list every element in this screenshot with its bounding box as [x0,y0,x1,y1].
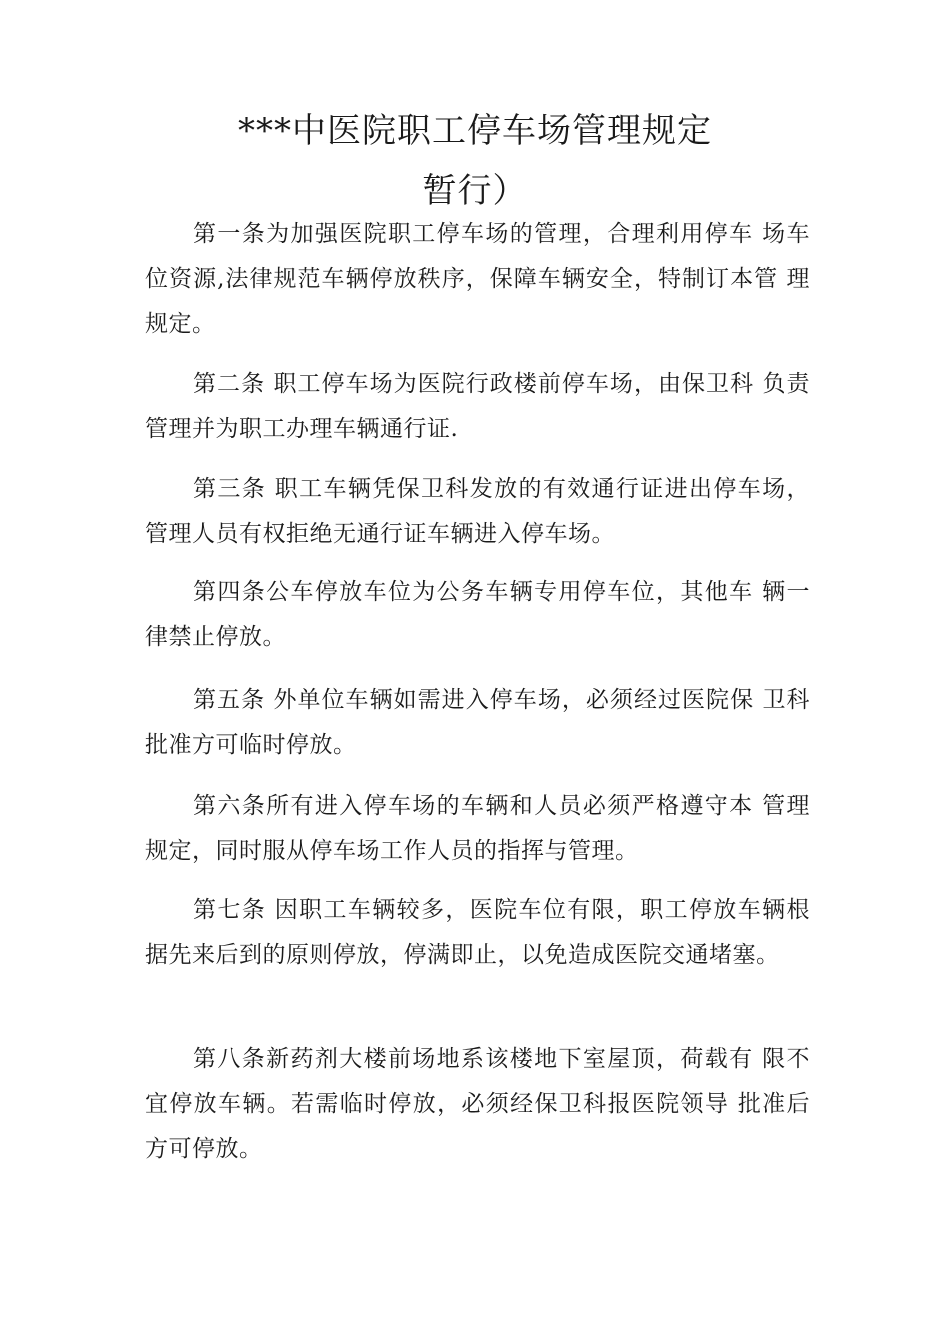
article-6: 第六条所有进入停车场的车辆和人员必须严格遵守本 管理规定，同时服从停车场工作人员的指挥与管理。 [145,793,810,864]
article-2: 第二条 职工停车场为医院行政楼前停车场，由保卫科 负责管理并为职工办理车辆通行证. [145,371,810,442]
document-subtitle: 暂行） [422,171,528,211]
article-3: 第三条 职工车辆凭保卫科发放的有效通行证进出停车场，管理人员有权拒绝无通行证车辆进入停车场。 [145,476,810,547]
article-4: 第四条公车停放车位为公务车辆专用停车位，其他车 辆一律禁止停放。 [145,579,810,650]
article-8: 第八条新药剂大楼前场地系该楼地下室屋顶，荷载有 限不宜停放车辆。若需临时停放，必须经保卫科报医院领导 批准后方可停放。 [145,1046,810,1162]
article-7: 第七条 因职工车辆较多，医院车位有限，职工停放车辆根据先来后到的原则停放，停满即止，以免造成医院交通堵塞。 [145,897,810,968]
article-1: 第一条为加强医院职工停车场的管理，合理利用停车 场车位资源,法律规范车辆停放秩序，保障车辆安全，特制订本管 理规定。 [145,221,810,337]
article-5: 第五条 外单位车辆如需进入停车场，必须经过医院保 卫科批准方可临时停放。 [145,687,810,758]
document-title: ***中医院职工停车场管理规定 [238,111,712,151]
